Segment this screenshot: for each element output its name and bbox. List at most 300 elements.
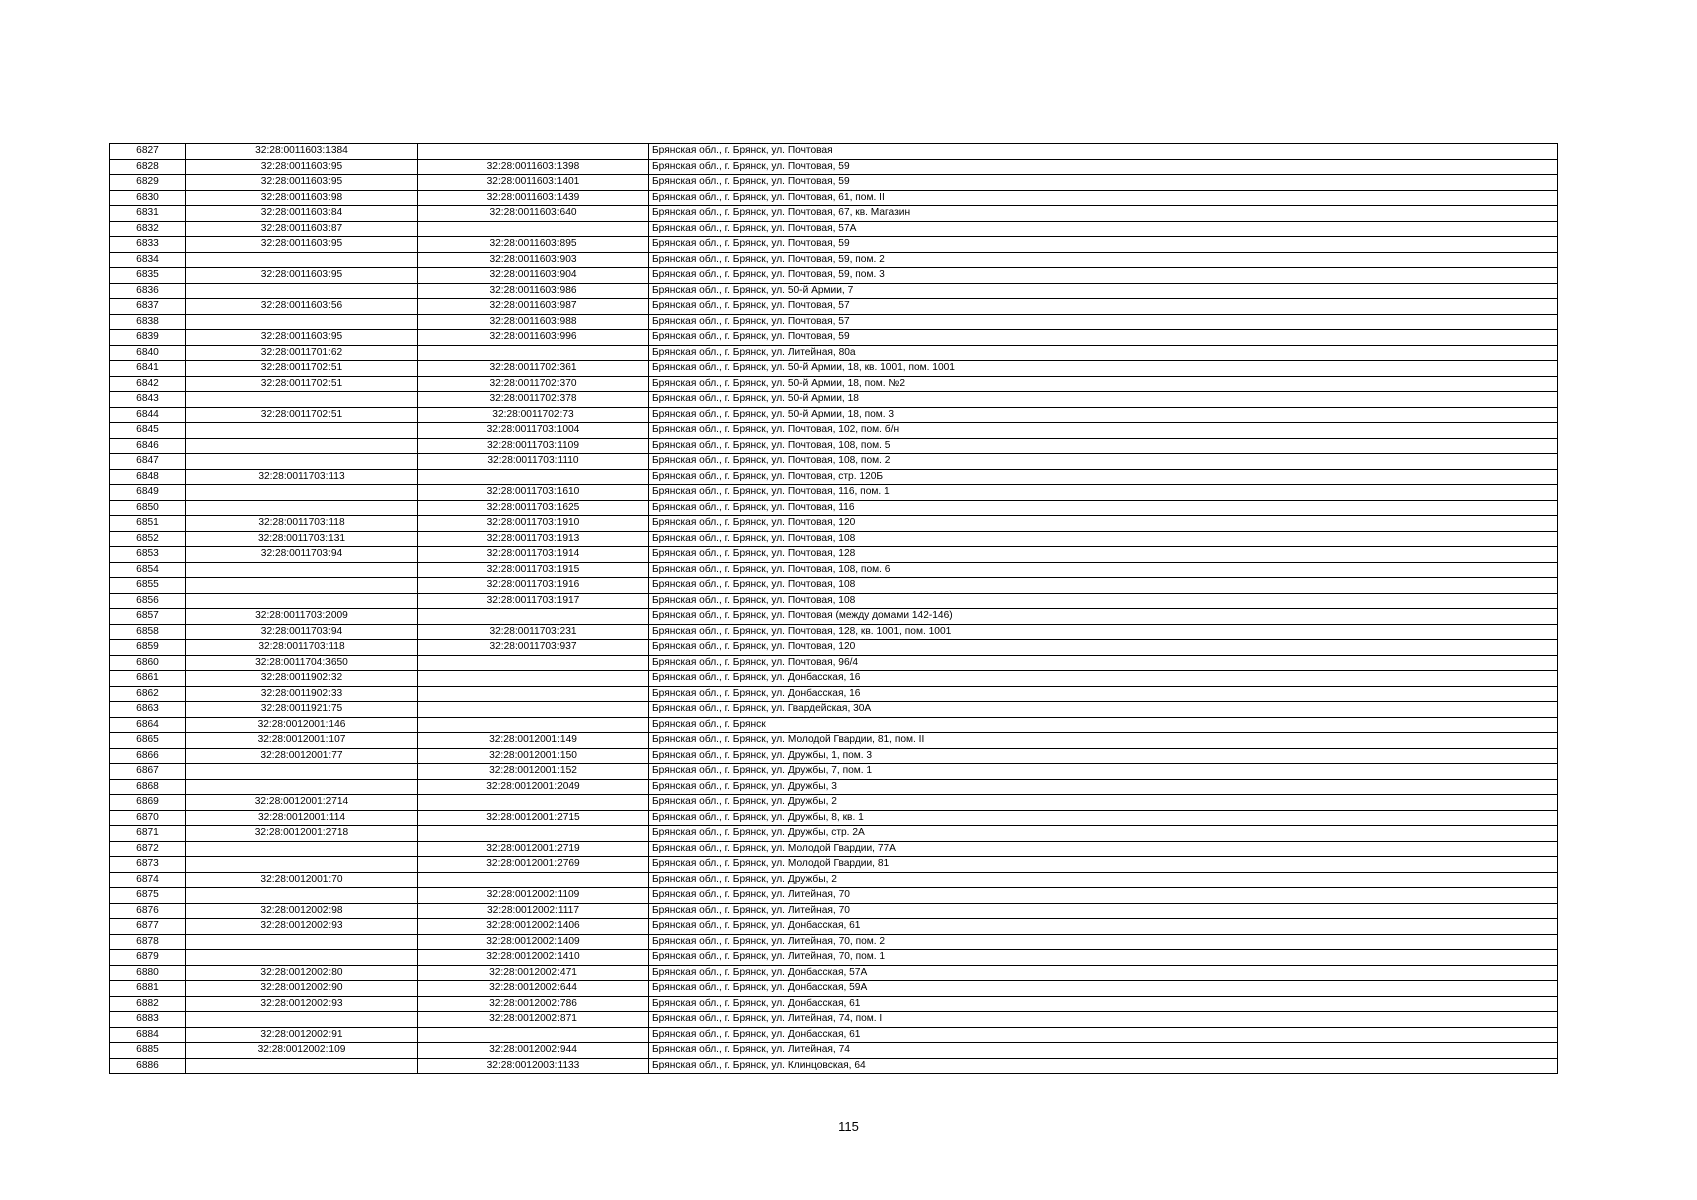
row-number-cell: 6886 — [110, 1058, 186, 1074]
address-cell: Брянская обл., г. Брянск — [649, 717, 1558, 733]
address-cell: Брянская обл., г. Брянск, ул. Гвардейская, 30А — [649, 702, 1558, 718]
object-cadastral-number-cell: 32:28:0011603:640 — [418, 206, 649, 222]
cadastral-number-cell: 32:28:0011702:51 — [186, 376, 418, 392]
row-number-cell: 6848 — [110, 469, 186, 485]
table-row — [110, 407, 1558, 423]
table-row — [110, 252, 1558, 268]
row-number-cell: 6861 — [110, 671, 186, 687]
cadastral-number-cell: 32:28:0012002:91 — [186, 1027, 418, 1043]
object-cadastral-number-cell: 32:28:0012001:2719 — [418, 841, 649, 857]
object-cadastral-number-cell: 32:28:0012001:152 — [418, 764, 649, 780]
address-cell: Брянская обл., г. Брянск, ул. Почтовая, 108, пом. 5 — [649, 438, 1558, 454]
cadastral-number-cell: 32:28:0011603:84 — [186, 206, 418, 222]
row-number-cell: 6864 — [110, 717, 186, 733]
cadastral-number-cell — [186, 392, 418, 408]
row-number-cell: 6879 — [110, 950, 186, 966]
row-number-cell: 6837 — [110, 299, 186, 315]
table-row — [110, 748, 1558, 764]
address-cell: Брянская обл., г. Брянск, ул. Почтовая, 116 — [649, 500, 1558, 516]
cadastral-number-cell: 32:28:0011603:56 — [186, 299, 418, 315]
row-number-cell: 6870 — [110, 810, 186, 826]
table-row — [110, 810, 1558, 826]
address-cell: Брянская обл., г. Брянск, ул. Донбасская, 61 — [649, 996, 1558, 1012]
address-cell: Брянская обл., г. Брянск, ул. 50-й Армии, 18, пом. 3 — [649, 407, 1558, 423]
object-cadastral-number-cell: 32:28:0011703:1916 — [418, 578, 649, 594]
address-cell: Брянская обл., г. Брянск, ул. Почтовая, 120 — [649, 640, 1558, 656]
cadastral-number-cell — [186, 500, 418, 516]
object-cadastral-number-cell: 32:28:0011703:937 — [418, 640, 649, 656]
row-number-cell: 6875 — [110, 888, 186, 904]
row-number-cell: 6835 — [110, 268, 186, 284]
address-cell: Брянская обл., г. Брянск, ул. Почтовая, 67, кв. Магазин — [649, 206, 1558, 222]
table-row — [110, 872, 1558, 888]
row-number-cell: 6867 — [110, 764, 186, 780]
row-number-cell: 6851 — [110, 516, 186, 532]
address-cell: Брянская обл., г. Брянск, ул. Донбасская, 59А — [649, 981, 1558, 997]
address-cell: Брянская обл., г. Брянск, ул. Донбасская, 61 — [649, 919, 1558, 935]
object-cadastral-number-cell: 32:28:0012001:2769 — [418, 857, 649, 873]
row-number-cell: 6854 — [110, 562, 186, 578]
row-number-cell: 6863 — [110, 702, 186, 718]
table-row — [110, 237, 1558, 253]
cadastral-number-cell: 32:28:0012002:90 — [186, 981, 418, 997]
cadastral-number-cell — [186, 578, 418, 594]
table-row — [110, 624, 1558, 640]
row-number-cell: 6852 — [110, 531, 186, 547]
address-cell: Брянская обл., г. Брянск, ул. 50-й Армии, 18, кв. 1001, пом. 1001 — [649, 361, 1558, 377]
cadastral-number-cell — [186, 1058, 418, 1074]
object-cadastral-number-cell: 32:28:0011702:73 — [418, 407, 649, 423]
row-number-cell: 6840 — [110, 345, 186, 361]
table-row — [110, 314, 1558, 330]
object-cadastral-number-cell — [418, 144, 649, 160]
table-row — [110, 764, 1558, 780]
table-row — [110, 1027, 1558, 1043]
row-number-cell: 6836 — [110, 283, 186, 299]
cadastral-number-cell — [186, 888, 418, 904]
table-row — [110, 547, 1558, 563]
table-row — [110, 159, 1558, 175]
cadastral-number-cell: 32:28:0011702:51 — [186, 407, 418, 423]
object-cadastral-number-cell: 32:28:0011703:1625 — [418, 500, 649, 516]
row-number-cell: 6880 — [110, 965, 186, 981]
table-row — [110, 144, 1558, 160]
row-number-cell: 6857 — [110, 609, 186, 625]
address-cell: Брянская обл., г. Брянск, ул. Почтовая, 59 — [649, 175, 1558, 191]
row-number-cell: 6829 — [110, 175, 186, 191]
address-cell: Брянская обл., г. Брянск, ул. Почтовая, 57 — [649, 314, 1558, 330]
object-cadastral-number-cell — [418, 671, 649, 687]
cadastral-number-cell: 32:28:0012002:93 — [186, 996, 418, 1012]
address-cell: Брянская обл., г. Брянск, ул. Почтовая, 108 — [649, 578, 1558, 594]
cadastral-number-cell — [186, 779, 418, 795]
address-cell: Брянская обл., г. Брянск, ул. Дружбы, 8, кв. 1 — [649, 810, 1558, 826]
row-number-cell: 6834 — [110, 252, 186, 268]
table-row — [110, 717, 1558, 733]
row-number-cell: 6868 — [110, 779, 186, 795]
cadastral-number-cell — [186, 454, 418, 470]
address-cell: Брянская обл., г. Брянск, ул. Молодой Гвардии, 81 — [649, 857, 1558, 873]
row-number-cell: 6827 — [110, 144, 186, 160]
object-cadastral-number-cell: 32:28:0011703:1610 — [418, 485, 649, 501]
cadastral-number-cell: 32:28:0012002:93 — [186, 919, 418, 935]
row-number-cell: 6884 — [110, 1027, 186, 1043]
address-cell: Брянская обл., г. Брянск, ул. Почтовая, 108 — [649, 531, 1558, 547]
cadastral-number-cell: 32:28:0012002:98 — [186, 903, 418, 919]
row-number-cell: 6882 — [110, 996, 186, 1012]
object-cadastral-number-cell: 32:28:0011603:903 — [418, 252, 649, 268]
row-number-cell: 6845 — [110, 423, 186, 439]
cadastral-number-cell: 32:28:0012001:107 — [186, 733, 418, 749]
object-cadastral-number-cell — [418, 717, 649, 733]
cadastral-number-cell — [186, 314, 418, 330]
address-cell: Брянская обл., г. Брянск, ул. Почтовая, 108, пом. 6 — [649, 562, 1558, 578]
table-row — [110, 299, 1558, 315]
address-cell: Брянская обл., г. Брянск, ул. Почтовая — [649, 144, 1558, 160]
table-row — [110, 671, 1558, 687]
row-number-cell: 6855 — [110, 578, 186, 594]
cadastral-number-cell: 32:28:0012001:114 — [186, 810, 418, 826]
row-number-cell: 6842 — [110, 376, 186, 392]
object-cadastral-number-cell: 32:28:0011603:895 — [418, 237, 649, 253]
address-cell: Брянская обл., г. Брянск, ул. Литейная, 74 — [649, 1043, 1558, 1059]
row-number-cell: 6858 — [110, 624, 186, 640]
address-cell: Брянская обл., г. Брянск, ул. Почтовая, 116, пом. 1 — [649, 485, 1558, 501]
object-cadastral-number-cell: 32:28:0011703:1913 — [418, 531, 649, 547]
cadastral-number-cell — [186, 764, 418, 780]
object-cadastral-number-cell: 32:28:0011703:1915 — [418, 562, 649, 578]
table-row — [110, 702, 1558, 718]
object-cadastral-number-cell — [418, 469, 649, 485]
table-row — [110, 640, 1558, 656]
cadastral-number-cell: 32:28:0011921:75 — [186, 702, 418, 718]
address-cell: Брянская обл., г. Брянск, ул. Донбасская, 57А — [649, 965, 1558, 981]
address-cell: Брянская обл., г. Брянск, ул. Литейная, 74, пом. I — [649, 1012, 1558, 1028]
table-row — [110, 221, 1558, 237]
cadastral-number-cell: 32:28:0011701:62 — [186, 345, 418, 361]
table-row — [110, 965, 1558, 981]
table-row — [110, 795, 1558, 811]
cadastral-number-cell: 32:28:0011703:2009 — [186, 609, 418, 625]
object-cadastral-number-cell: 32:28:0012002:1117 — [418, 903, 649, 919]
row-number-cell: 6872 — [110, 841, 186, 857]
page-number: 115 — [838, 1119, 859, 1134]
table-row — [110, 826, 1558, 842]
row-number-cell: 6843 — [110, 392, 186, 408]
table-row — [110, 609, 1558, 625]
table-row — [110, 376, 1558, 392]
cadastral-number-cell: 32:28:0011603:95 — [186, 159, 418, 175]
object-cadastral-number-cell — [418, 826, 649, 842]
table-row — [110, 361, 1558, 377]
object-cadastral-number-cell: 32:28:0011603:996 — [418, 330, 649, 346]
table-row — [110, 578, 1558, 594]
cadastral-number-cell: 32:28:0011603:98 — [186, 190, 418, 206]
address-cell: Брянская обл., г. Брянск, ул. Дружбы, 7, пом. 1 — [649, 764, 1558, 780]
cadastral-number-cell: 32:28:0011902:33 — [186, 686, 418, 702]
object-cadastral-number-cell: 32:28:0011703:1109 — [418, 438, 649, 454]
address-cell: Брянская обл., г. Брянск, ул. Почтовая, 108, пом. 2 — [649, 454, 1558, 470]
table-row — [110, 283, 1558, 299]
table-row — [110, 1043, 1558, 1059]
object-cadastral-number-cell: 32:28:0011703:231 — [418, 624, 649, 640]
object-cadastral-number-cell: 32:28:0011603:988 — [418, 314, 649, 330]
cadastral-number-cell: 32:28:0011704:3650 — [186, 655, 418, 671]
table-row — [110, 996, 1558, 1012]
object-cadastral-number-cell: 32:28:0011603:1439 — [418, 190, 649, 206]
cadastral-number-cell — [186, 950, 418, 966]
cadastral-number-cell: 32:28:0011603:1384 — [186, 144, 418, 160]
object-cadastral-number-cell — [418, 702, 649, 718]
row-number-cell: 6833 — [110, 237, 186, 253]
cadastral-number-cell — [186, 1012, 418, 1028]
cadastral-number-cell — [186, 252, 418, 268]
object-cadastral-number-cell: 32:28:0012002:944 — [418, 1043, 649, 1059]
cadastral-number-cell — [186, 485, 418, 501]
register-body — [110, 144, 1558, 1074]
row-number-cell: 6856 — [110, 593, 186, 609]
cadastral-number-cell — [186, 438, 418, 454]
object-cadastral-number-cell: 32:28:0011703:1914 — [418, 547, 649, 563]
address-cell: Брянская обл., г. Брянск, ул. Почтовая, стр. 120Б — [649, 469, 1558, 485]
cadastral-number-cell — [186, 934, 418, 950]
table-row — [110, 531, 1558, 547]
address-cell: Брянская обл., г. Брянск, ул. Дружбы, 3 — [649, 779, 1558, 795]
address-cell: Брянская обл., г. Брянск, ул. 50-й Армии, 18, пом. №2 — [649, 376, 1558, 392]
object-cadastral-number-cell: 32:28:0011703:1917 — [418, 593, 649, 609]
table-row — [110, 919, 1558, 935]
cadastral-number-cell: 32:28:0012001:77 — [186, 748, 418, 764]
object-cadastral-number-cell: 32:28:0012002:471 — [418, 965, 649, 981]
row-number-cell: 6838 — [110, 314, 186, 330]
table-row — [110, 438, 1558, 454]
row-number-cell: 6881 — [110, 981, 186, 997]
address-cell: Брянская обл., г. Брянск, ул. Почтовая, 59 — [649, 237, 1558, 253]
object-cadastral-number-cell: 32:28:0011702:378 — [418, 392, 649, 408]
address-cell: Брянская обл., г. Брянск, ул. Почтовая, 57А — [649, 221, 1558, 237]
object-cadastral-number-cell: 32:28:0012001:2715 — [418, 810, 649, 826]
cadastral-number-cell: 32:28:0012001:70 — [186, 872, 418, 888]
object-cadastral-number-cell — [418, 609, 649, 625]
cadastral-number-cell: 32:28:0011703:94 — [186, 624, 418, 640]
address-cell: Брянская обл., г. Брянск, ул. Литейная, 70, пом. 2 — [649, 934, 1558, 950]
address-cell: Брянская обл., г. Брянск, ул. Почтовая (между домами 142-146) — [649, 609, 1558, 625]
table-row — [110, 392, 1558, 408]
address-cell: Брянская обл., г. Брянск, ул. Почтовая, 128 — [649, 547, 1558, 563]
cadastral-number-cell: 32:28:0011902:32 — [186, 671, 418, 687]
table-row — [110, 500, 1558, 516]
table-row — [110, 934, 1558, 950]
address-cell: Брянская обл., г. Брянск, ул. Донбасская, 61 — [649, 1027, 1558, 1043]
cadastral-number-cell: 32:28:0011703:94 — [186, 547, 418, 563]
object-cadastral-number-cell: 32:28:0011702:361 — [418, 361, 649, 377]
address-cell: Брянская обл., г. Брянск, ул. Дружбы, стр. 2А — [649, 826, 1558, 842]
row-number-cell: 6859 — [110, 640, 186, 656]
address-cell: Брянская обл., г. Брянск, ул. Почтовая, 128, кв. 1001, пом. 1001 — [649, 624, 1558, 640]
row-number-cell: 6865 — [110, 733, 186, 749]
row-number-cell: 6877 — [110, 919, 186, 935]
object-cadastral-number-cell: 32:28:0012001:2049 — [418, 779, 649, 795]
row-number-cell: 6874 — [110, 872, 186, 888]
address-cell: Брянская обл., г. Брянск, ул. Почтовая, 59, пом. 3 — [649, 268, 1558, 284]
object-cadastral-number-cell: 32:28:0012001:149 — [418, 733, 649, 749]
table-row — [110, 206, 1558, 222]
cadastral-number-cell — [186, 841, 418, 857]
table-row — [110, 593, 1558, 609]
object-cadastral-number-cell: 32:28:0011603:1398 — [418, 159, 649, 175]
object-cadastral-number-cell: 32:28:0012002:644 — [418, 981, 649, 997]
table-row — [110, 1058, 1558, 1074]
row-number-cell: 6866 — [110, 748, 186, 764]
table-row — [110, 454, 1558, 470]
row-number-cell: 6885 — [110, 1043, 186, 1059]
object-cadastral-number-cell: 32:28:0012002:1409 — [418, 934, 649, 950]
table-row — [110, 888, 1558, 904]
address-cell: Брянская обл., г. Брянск, ул. Литейная, 70, пом. 1 — [649, 950, 1558, 966]
row-number-cell: 6846 — [110, 438, 186, 454]
row-number-cell: 6831 — [110, 206, 186, 222]
address-cell: Брянская обл., г. Брянск, ул. Почтовая, 59, пом. 2 — [649, 252, 1558, 268]
table-row — [110, 655, 1558, 671]
row-number-cell: 6830 — [110, 190, 186, 206]
address-cell: Брянская обл., г. Брянск, ул. Литейная, 80а — [649, 345, 1558, 361]
address-cell: Брянская обл., г. Брянск, ул. Почтовая, 59 — [649, 330, 1558, 346]
object-cadastral-number-cell — [418, 686, 649, 702]
table-row — [110, 903, 1558, 919]
object-cadastral-number-cell: 32:28:0011603:1401 — [418, 175, 649, 191]
row-number-cell: 6873 — [110, 857, 186, 873]
cadastral-number-cell — [186, 562, 418, 578]
cadastral-number-cell: 32:28:0011703:113 — [186, 469, 418, 485]
table-row — [110, 686, 1558, 702]
cadastral-number-cell: 32:28:0011603:95 — [186, 237, 418, 253]
table-row — [110, 268, 1558, 284]
cadastral-number-cell: 32:28:0012002:80 — [186, 965, 418, 981]
address-cell: Брянская обл., г. Брянск, ул. Почтовая, 59 — [649, 159, 1558, 175]
address-cell: Брянская обл., г. Брянск, ул. Молодой Гвардии, 77А — [649, 841, 1558, 857]
row-number-cell: 6844 — [110, 407, 186, 423]
table-row — [110, 950, 1558, 966]
cadastral-number-cell: 32:28:0011603:95 — [186, 175, 418, 191]
object-cadastral-number-cell: 32:28:0011603:986 — [418, 283, 649, 299]
row-number-cell: 6839 — [110, 330, 186, 346]
object-cadastral-number-cell: 32:28:0011703:1910 — [418, 516, 649, 532]
row-number-cell: 6860 — [110, 655, 186, 671]
object-cadastral-number-cell — [418, 221, 649, 237]
address-cell: Брянская обл., г. Брянск, ул. Клинцовская, 64 — [649, 1058, 1558, 1074]
table-row — [110, 516, 1558, 532]
table-row — [110, 562, 1558, 578]
address-cell: Брянская обл., г. Брянск, ул. Дружбы, 2 — [649, 795, 1558, 811]
cadastral-number-cell — [186, 857, 418, 873]
cadastral-number-cell — [186, 283, 418, 299]
address-cell: Брянская обл., г. Брянск, ул. 50-й Армии, 18 — [649, 392, 1558, 408]
object-cadastral-number-cell: 32:28:0012002:1410 — [418, 950, 649, 966]
table-row — [110, 345, 1558, 361]
object-cadastral-number-cell: 32:28:0012002:1406 — [418, 919, 649, 935]
object-cadastral-number-cell: 32:28:0012002:1109 — [418, 888, 649, 904]
row-number-cell: 6883 — [110, 1012, 186, 1028]
cadastral-number-cell: 32:28:0011703:118 — [186, 640, 418, 656]
row-number-cell: 6869 — [110, 795, 186, 811]
cadastral-number-cell: 32:28:0011603:87 — [186, 221, 418, 237]
address-cell: Брянская обл., г. Брянск, ул. Литейная, 70 — [649, 903, 1558, 919]
table-row — [110, 779, 1558, 795]
cadastral-number-cell: 32:28:0011703:131 — [186, 531, 418, 547]
address-cell: Брянская обл., г. Брянск, ул. Литейная, 70 — [649, 888, 1558, 904]
object-cadastral-number-cell: 32:28:0012003:1133 — [418, 1058, 649, 1074]
row-number-cell: 6862 — [110, 686, 186, 702]
cadastral-number-cell — [186, 593, 418, 609]
table-row — [110, 469, 1558, 485]
address-cell: Брянская обл., г. Брянск, ул. Почтовая, 96/4 — [649, 655, 1558, 671]
cadastral-number-cell — [186, 423, 418, 439]
table-row — [110, 981, 1558, 997]
object-cadastral-number-cell: 32:28:0012002:786 — [418, 996, 649, 1012]
row-number-cell: 6832 — [110, 221, 186, 237]
object-cadastral-number-cell — [418, 795, 649, 811]
table-row — [110, 423, 1558, 439]
address-cell: Брянская обл., г. Брянск, ул. 50-й Армии, 7 — [649, 283, 1558, 299]
object-cadastral-number-cell — [418, 872, 649, 888]
cadastral-number-cell: 32:28:0011702:51 — [186, 361, 418, 377]
register-table — [109, 143, 1558, 1074]
table-row — [110, 1012, 1558, 1028]
row-number-cell: 6871 — [110, 826, 186, 842]
table-row — [110, 857, 1558, 873]
row-number-cell: 6847 — [110, 454, 186, 470]
row-number-cell: 6849 — [110, 485, 186, 501]
cadastral-number-cell: 32:28:0011603:95 — [186, 330, 418, 346]
table-row — [110, 733, 1558, 749]
cadastral-number-cell: 32:28:0011703:118 — [186, 516, 418, 532]
object-cadastral-number-cell — [418, 1027, 649, 1043]
table-row — [110, 485, 1558, 501]
cadastral-number-cell: 32:28:0012001:2714 — [186, 795, 418, 811]
cadastral-number-cell: 32:28:0012001:146 — [186, 717, 418, 733]
row-number-cell: 6878 — [110, 934, 186, 950]
cadastral-number-cell: 32:28:0012001:2718 — [186, 826, 418, 842]
object-cadastral-number-cell: 32:28:0011703:1004 — [418, 423, 649, 439]
table-row — [110, 175, 1558, 191]
object-cadastral-number-cell: 32:28:0012001:150 — [418, 748, 649, 764]
object-cadastral-number-cell: 32:28:0011703:1110 — [418, 454, 649, 470]
row-number-cell: 6876 — [110, 903, 186, 919]
address-cell: Брянская обл., г. Брянск, ул. Донбасская, 16 — [649, 671, 1558, 687]
address-cell: Брянская обл., г. Брянск, ул. Донбасская, 16 — [649, 686, 1558, 702]
address-cell: Брянская обл., г. Брянск, ул. Почтовая, 102, пом. б/н — [649, 423, 1558, 439]
address-cell: Брянская обл., г. Брянск, ул. Почтовая, 108 — [649, 593, 1558, 609]
row-number-cell: 6850 — [110, 500, 186, 516]
object-cadastral-number-cell: 32:28:0011603:904 — [418, 268, 649, 284]
cadastral-number-cell: 32:28:0012002:109 — [186, 1043, 418, 1059]
row-number-cell: 6841 — [110, 361, 186, 377]
cadastral-number-cell: 32:28:0011603:95 — [186, 268, 418, 284]
table-row — [110, 330, 1558, 346]
address-cell: Брянская обл., г. Брянск, ул. Почтовая, 57 — [649, 299, 1558, 315]
table-row — [110, 190, 1558, 206]
address-cell: Брянская обл., г. Брянск, ул. Молодой Гвардии, 81, пом. II — [649, 733, 1558, 749]
address-cell: Брянская обл., г. Брянск, ул. Почтовая, 61, пом. II — [649, 190, 1558, 206]
address-cell: Брянская обл., г. Брянск, ул. Дружбы, 1, пом. 3 — [649, 748, 1558, 764]
row-number-cell: 6853 — [110, 547, 186, 563]
object-cadastral-number-cell: 32:28:0012002:871 — [418, 1012, 649, 1028]
object-cadastral-number-cell — [418, 655, 649, 671]
object-cadastral-number-cell — [418, 345, 649, 361]
row-number-cell: 6828 — [110, 159, 186, 175]
table-row — [110, 841, 1558, 857]
address-cell: Брянская обл., г. Брянск, ул. Почтовая, 120 — [649, 516, 1558, 532]
